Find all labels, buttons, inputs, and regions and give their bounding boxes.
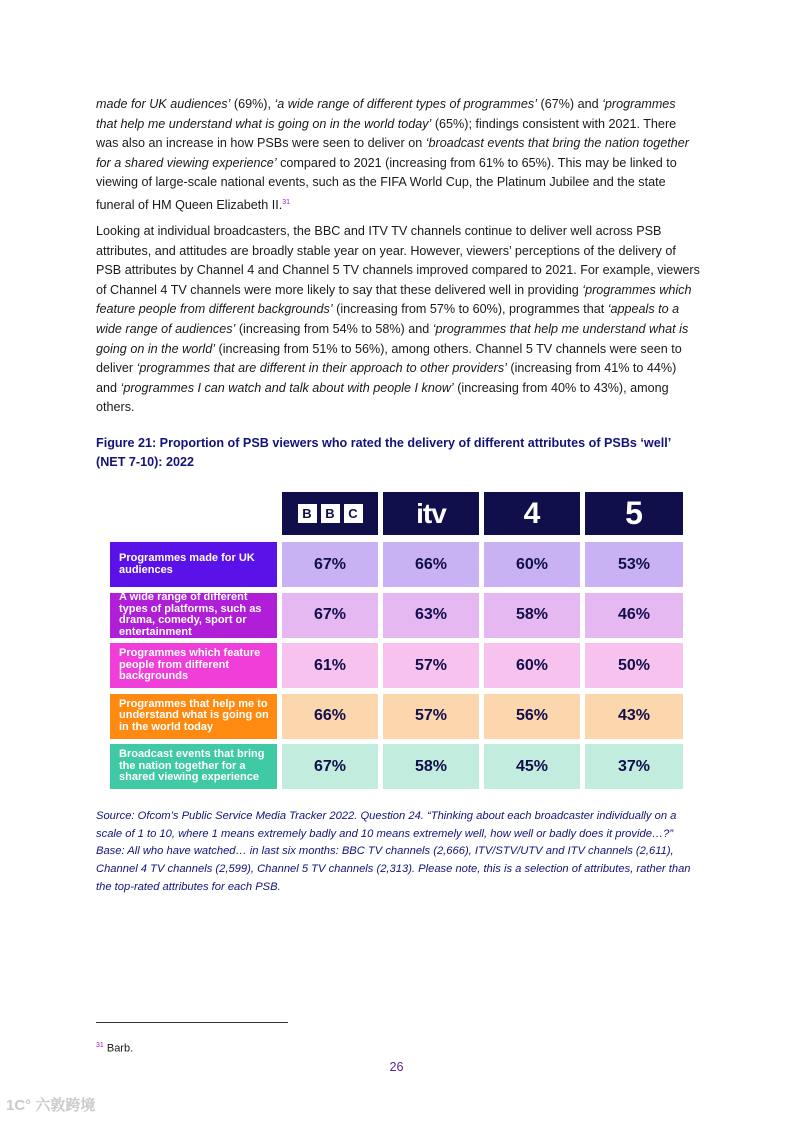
- quote-text: ‘programmes which feature people from different backgrounds’: [96, 282, 692, 317]
- body-text: (67%) and: [537, 97, 603, 111]
- table-cell: 56%: [484, 694, 580, 739]
- table-cell: 67%: [282, 744, 378, 789]
- bbc-logo-icon: [282, 492, 378, 535]
- figure-title: Figure 21: Proportion of PSB viewers who rated the delivery of different attributes of PSBs ‘well’ (NET 7-10): 2022: [96, 436, 671, 469]
- quote-text: ‘broadcast events that bring the nation together for a shared viewing experience’: [96, 136, 689, 170]
- quote-text: ‘appeals to a wide range of audiences’: [96, 302, 680, 336]
- body-text: (increasing from 57% to 60%), programmes that: [332, 302, 608, 317]
- footnote-reference[interactable]: 31: [282, 198, 291, 206]
- footnote-divider: [96, 1022, 288, 1023]
- quote-text: ‘a wide range of different types of programmes’: [274, 97, 538, 111]
- body-text: (increasing from 41% to 44%) and: [96, 361, 677, 395]
- channel4-logo-icon: 4: [484, 492, 580, 535]
- footnote-number: 31: [96, 1042, 104, 1049]
- table-cell: 53%: [585, 542, 683, 587]
- table-cell: 58%: [383, 744, 479, 789]
- table-cell: 37%: [585, 744, 683, 789]
- table-cell: 67%: [282, 593, 378, 638]
- body-text: (increasing from 40% to 43%), among others.: [96, 380, 669, 415]
- footnote: [96, 1042, 133, 1055]
- body-text: (65%); findings consistent with 2021. There was also an increase in how PSBs were seen to deliver on: [96, 116, 677, 151]
- table-cell: 50%: [585, 643, 683, 688]
- body-text: Looking at individual broadcasters, the BBC and ITV TV channels continue to deliver well across PSB attributes, and attitudes are broadly stable year on year. However, viewers’ perceptions of the delivery of PSB attributes by Channel 4 and Channel 5 TV channels improved compared to 2021. For example, viewers of Channel 4 TV channels were more likely to say that these delivered well in providing: [96, 224, 700, 297]
- table-cell: 43%: [585, 694, 683, 739]
- table-cell: 58%: [484, 593, 580, 638]
- bbc-letter: B: [298, 504, 317, 523]
- row-label: Programmes which feature people from different backgrounds: [110, 643, 277, 688]
- body-text: (increasing from 54% to 58%) and: [235, 321, 433, 336]
- table-cell: 57%: [383, 694, 479, 739]
- watermark-logo: 1C° 六敦跨境: [6, 1097, 96, 1114]
- row-label: Programmes made for UK audiences: [110, 542, 277, 587]
- figure-source: Source: Ofcom’s Public Service Media Tracker 2022. Question 24. “Thinking about each broadcaster individually on a scale of 1 to 10, where 1 means extremely badly and 10 means extremely well, how well or badly does it provide…?” Base: All who have watched… in last six months: BBC TV channels (2,666), ITV/STV/UTV and ITV channels (2,611), Channel 4 TV channels (2,599), Channel 5 TV channels (2,313). Please note, this is a selection of attributes, rather than the top-rated attributes for each PSB.: [96, 810, 691, 893]
- body-text: compared to 2021 (increasing from 61% to 65%). This may be linked to viewing of large-scale national events, such as the FIFA World Cup, the Platinum Jubilee and the state funeral of HM Queen Elizabeth II.: [96, 155, 677, 213]
- table-cell: 60%: [484, 643, 580, 688]
- page-number: 26: [389, 1060, 404, 1074]
- body-paragraph-1: [96, 95, 700, 216]
- row-label: A wide range of different types of platforms, such as drama, comedy, sport or entertainment: [110, 593, 277, 638]
- body-text: (69%),: [230, 97, 275, 111]
- table-cell: 45%: [484, 744, 580, 789]
- footnote-text: Barb.: [103, 1042, 134, 1055]
- channel5-logo-icon: 5: [585, 492, 683, 535]
- body-paragraph-2: [96, 222, 700, 418]
- bbc-letter: B: [321, 504, 340, 523]
- body-text: (increasing from 51% to 56%), among others. Channel 5 TV channels were seen to deliver: [96, 341, 682, 376]
- table-cell: 61%: [282, 643, 378, 688]
- row-label: Broadcast events that bring the nation together for a shared viewing experience: [110, 744, 277, 789]
- quote-text: ‘programmes that help me understand what is going on in the world’: [96, 321, 689, 356]
- table-cell: 67%: [282, 542, 378, 587]
- itv-logo-icon: itv: [383, 492, 479, 535]
- row-label: Programmes that help me to understand what is going on in the world today: [110, 694, 277, 739]
- quote-text: ‘programmes that help me understand what is going on in the world today’: [96, 97, 676, 131]
- quote-text: ‘programmes that are different in their approach to other providers’: [136, 361, 507, 376]
- quote-text: made for UK audiences’: [96, 97, 231, 111]
- table-cell: 46%: [585, 593, 683, 638]
- attributes-table: [110, 490, 684, 790]
- table-cell: 60%: [484, 542, 580, 587]
- table-cell: 66%: [383, 542, 479, 587]
- bbc-letter: C: [344, 504, 363, 523]
- table-cell: 57%: [383, 643, 479, 688]
- table-cell: 66%: [282, 694, 378, 739]
- quote-text: ‘programmes I can watch and talk about with people I know’: [120, 380, 454, 395]
- table-cell: 63%: [383, 593, 479, 638]
